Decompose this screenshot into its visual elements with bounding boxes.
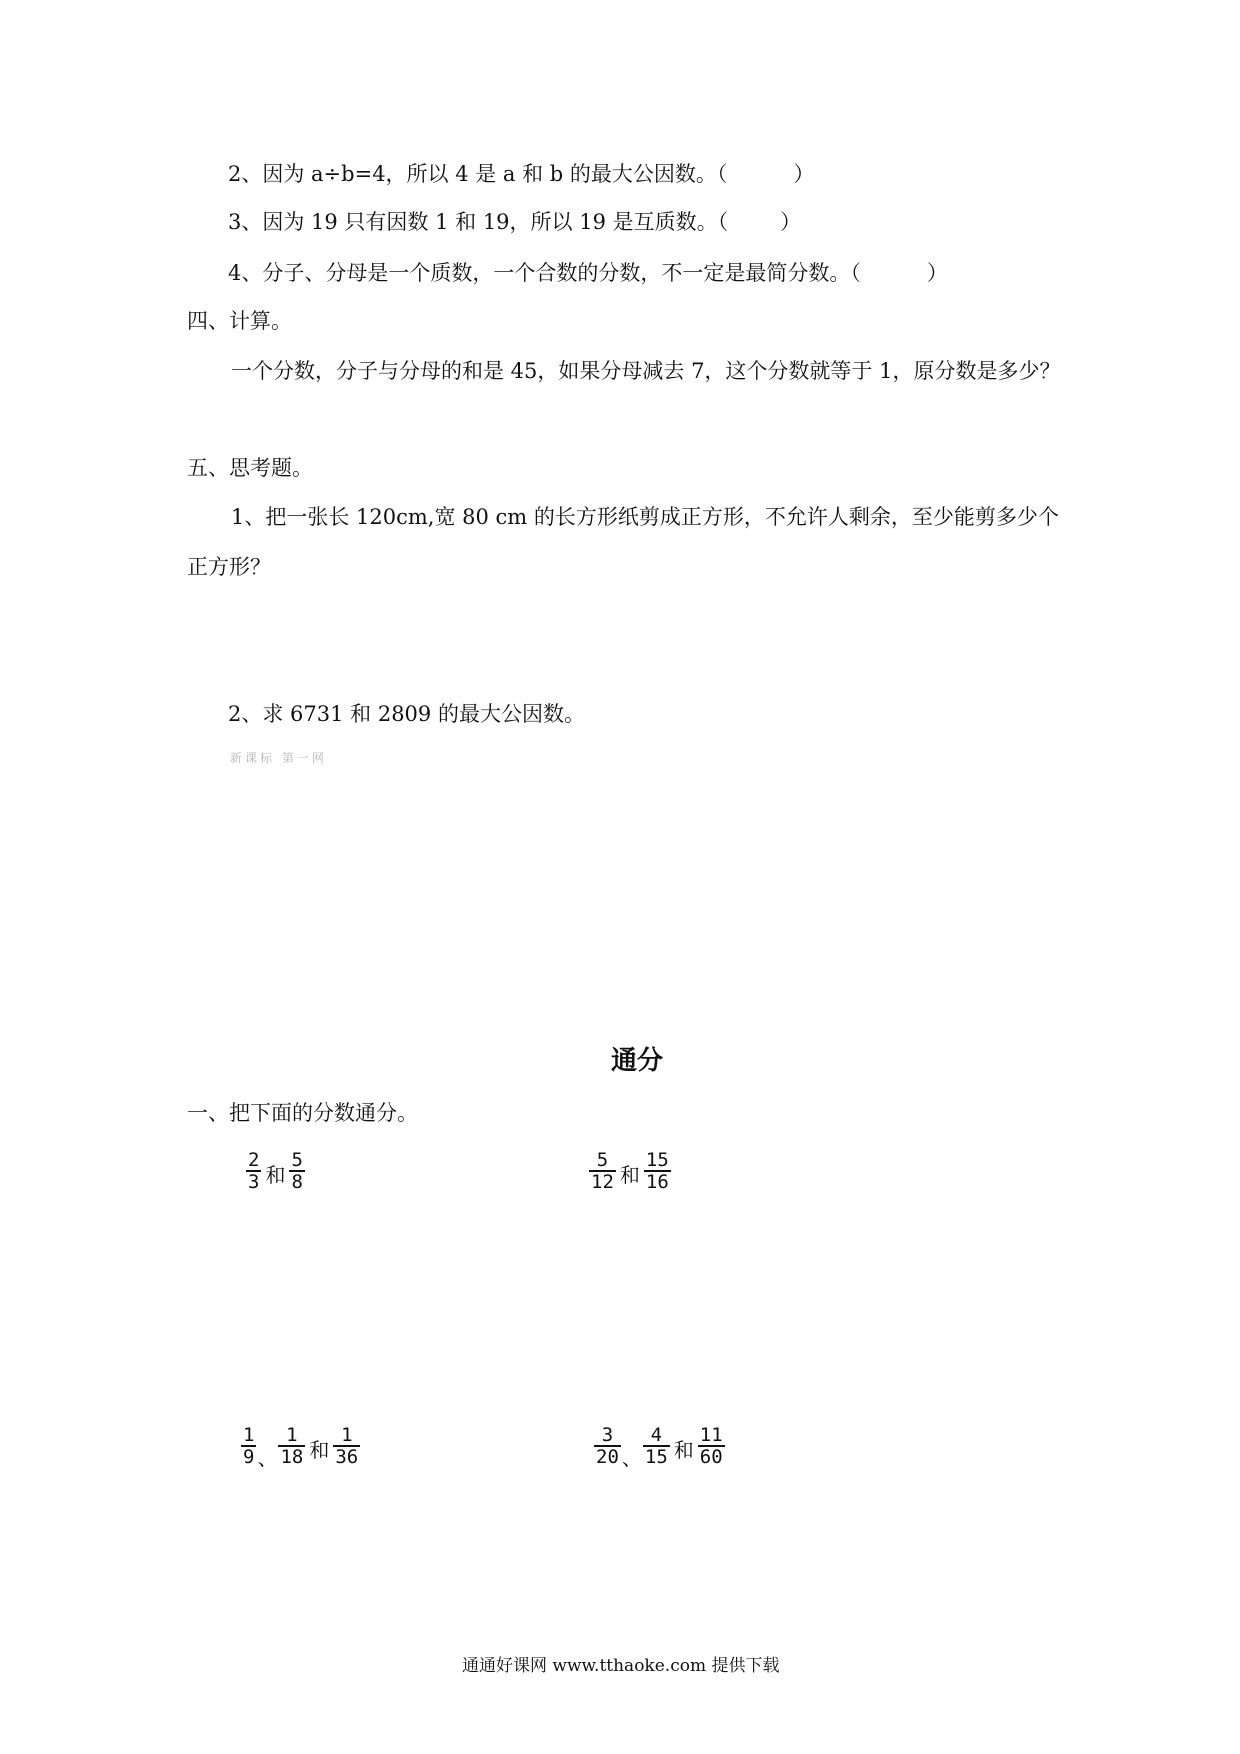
denominator: 16	[645, 1171, 669, 1193]
denominator: 9	[243, 1446, 255, 1468]
numerator: 2	[248, 1149, 260, 1171]
numerator: 1	[341, 1424, 353, 1446]
tongfen-instruction: 一、把下面的分数通分。	[187, 1101, 418, 1125]
fraction	[589, 1150, 616, 1192]
section-5-problem-1-line-1: 1、把一张长 120cm,宽 80 cm 的长方形纸剪成正方形，不允许人剩余，至少能剪多少个	[231, 505, 1059, 529]
denominator: 20	[596, 1446, 619, 1468]
denominator: 15	[644, 1446, 668, 1468]
denominator: 3	[248, 1171, 260, 1193]
denominator: 8	[291, 1171, 303, 1193]
numerator: 11	[699, 1424, 723, 1446]
close-paren: ）	[780, 210, 802, 234]
fraction	[643, 1425, 670, 1467]
and-word: 和	[309, 1437, 330, 1462]
fraction	[333, 1425, 360, 1467]
denominator: 12	[591, 1171, 614, 1193]
close-paren: ）	[793, 162, 815, 186]
judgment-question-4	[228, 259, 948, 287]
numerator: 15	[645, 1149, 669, 1171]
numerator: 1	[286, 1424, 298, 1446]
question-text: 4、分子、分母是一个质数，一个合数的分数，不一定是最简分数。（	[228, 261, 861, 285]
question-text: 2、因为 a÷b=4，所以 4 是 a 和 b 的最大公因数。（	[228, 162, 728, 186]
watermark: 新课标 第一网	[230, 751, 327, 765]
section-title: 通分	[611, 1046, 664, 1076]
section-4-problem: 一个分数，分子与分母的和是 45，如果分母减去 7，这个分数就等于 1，原分数是多少？	[231, 359, 1061, 383]
fraction-exercise-2	[588, 1150, 672, 1192]
numerator: 1	[243, 1424, 255, 1446]
and-word: 和	[265, 1162, 286, 1187]
section-4-heading: 四、计算。	[187, 309, 292, 333]
fraction	[289, 1150, 304, 1192]
fraction-exercise-3	[240, 1424, 361, 1470]
judgment-question-3	[228, 208, 801, 236]
section-5-problem-2: 2、求 6731 和 2809 的最大公因数。	[228, 702, 585, 726]
footer-credit: 通通好课网 www.tthaoke.com 提供下载	[462, 1656, 780, 1676]
fraction	[644, 1150, 671, 1192]
and-word: 和	[673, 1437, 694, 1462]
fraction-exercise-1	[245, 1150, 306, 1192]
list-separator: 、	[257, 1445, 278, 1470]
numerator: 4	[650, 1424, 663, 1446]
numerator: 3	[601, 1424, 614, 1446]
numerator: 5	[291, 1149, 303, 1171]
fraction-exercise-4	[593, 1424, 726, 1470]
numerator: 5	[596, 1149, 609, 1171]
section-5-heading: 五、思考题。	[187, 456, 313, 480]
denominator: 36	[335, 1446, 359, 1468]
and-word: 和	[619, 1162, 640, 1187]
judgment-question-2	[228, 160, 814, 188]
fraction	[241, 1425, 256, 1467]
close-paren: ）	[926, 261, 948, 285]
fraction	[698, 1425, 725, 1467]
fraction	[278, 1425, 305, 1467]
question-text: 3、因为 19 只有因数 1 和 19，所以 19 是互质数。（	[228, 210, 729, 234]
section-5-problem-1-line-2: 正方形？	[187, 555, 271, 579]
denominator: 60	[699, 1446, 723, 1468]
denominator: 18	[280, 1446, 304, 1468]
list-separator: 、	[621, 1445, 642, 1470]
fraction	[246, 1150, 261, 1192]
fraction	[594, 1425, 621, 1467]
